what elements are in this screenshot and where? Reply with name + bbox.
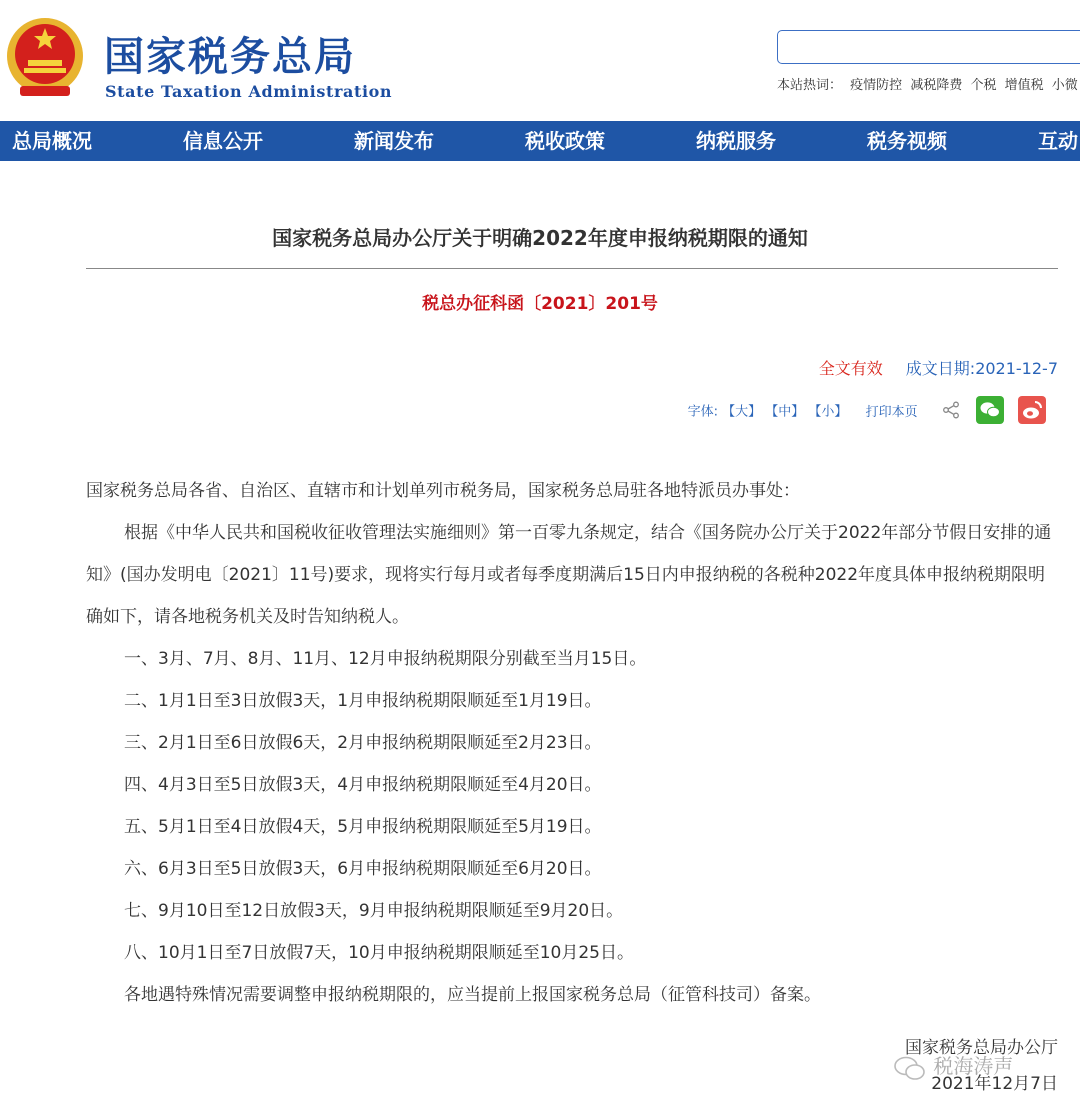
title-divider bbox=[86, 268, 1058, 269]
font-size-label: 字体: bbox=[687, 404, 718, 420]
list-item: 七、9月10日至12日放假3天，9月申报纳税期限顺延至9月20日。 bbox=[124, 901, 624, 921]
article-tools bbox=[688, 396, 1046, 424]
article-body bbox=[86, 470, 1058, 1016]
watermark-text: 税海涛声 bbox=[933, 1054, 1014, 1078]
article-meta bbox=[819, 356, 1058, 379]
nav-item-tax-service[interactable]: 纳税服务 bbox=[696, 129, 776, 153]
issue-date: 成文日期:2021-12-7 bbox=[905, 359, 1058, 378]
hot-words bbox=[777, 74, 1080, 93]
closing-paragraph: 各地遇特殊情况需要调整申报纳税期限的，应当提前上报国家税务总局（征管科技司）备案。 bbox=[124, 985, 821, 1005]
site-logo-title[interactable]: 国家税务总局 bbox=[104, 34, 356, 80]
print-button[interactable]: 打印本页 bbox=[865, 404, 918, 420]
list-item: 六、6月3日至5日放假3天，6月申报纳税期限顺延至6月20日。 bbox=[124, 859, 602, 879]
hot-words-label: 本站热词： bbox=[777, 78, 843, 93]
validity-status: 全文有效 bbox=[818, 359, 883, 378]
intro-paragraph: 根据《中华人民共和国税收征收管理法实施细则》第一百零九条规定，结合《国务院办公厅关于2022年部分节假日安排的通知》(国办发明电〔2021〕11号)要求，现将实行每月或者每季度期满后15日内申报纳税的各税种2022年度具体申报纳税期限明确如下，请各地税务机关及时告知纳税人。 bbox=[86, 523, 1052, 627]
weibo-share-icon[interactable] bbox=[1018, 396, 1046, 424]
hot-word-link[interactable]: 个税 bbox=[970, 78, 997, 93]
document-number: 税总办征科函〔2021〕201号 bbox=[422, 294, 658, 314]
wechat-watermark-icon bbox=[893, 1055, 927, 1081]
hot-word-link[interactable]: 减税降费 bbox=[910, 78, 963, 93]
search-input[interactable] bbox=[777, 30, 1080, 64]
nav-item-tax-video[interactable]: 税务视频 bbox=[867, 129, 947, 153]
article-title: 国家税务总局办公厅关于明确2022年度申报纳税期限的通知 bbox=[272, 226, 808, 250]
list-item: 二、1月1日至3日放假3天，1月申报纳税期限顺延至1月19日。 bbox=[124, 691, 602, 711]
site-header bbox=[0, 0, 1080, 120]
nav-item-info-disclosure[interactable]: 信息公开 bbox=[183, 129, 263, 153]
share-icon[interactable] bbox=[942, 401, 960, 419]
signature-org: 国家税务总局办公厅 bbox=[905, 1038, 1058, 1058]
national-emblem-icon[interactable] bbox=[4, 14, 86, 100]
watermark bbox=[893, 1050, 1013, 1081]
nav-item-interaction[interactable]: 互动 bbox=[1038, 129, 1078, 153]
list-item: 四、4月3日至5日放假3天，4月申报纳税期限顺延至4月20日。 bbox=[124, 775, 602, 795]
site-logo-subtitle[interactable]: State Taxation Administration bbox=[105, 82, 393, 101]
main-nav bbox=[0, 121, 1080, 161]
salutation: 国家税务总局各省、自治区、直辖市和计划单列市税务局，国家税务总局驻各地特派员办事处： bbox=[86, 481, 800, 501]
font-small-button[interactable]: 【小】 bbox=[808, 404, 848, 420]
list-item: 一、3月、7月、8月、11月、12月申报纳税期限分别截至当月15日。 bbox=[124, 649, 647, 669]
nav-item-news[interactable]: 新闻发布 bbox=[354, 129, 434, 153]
hot-word-link[interactable]: 小微 bbox=[1051, 78, 1078, 93]
nav-item-overview[interactable]: 总局概况 bbox=[12, 129, 92, 153]
list-item: 八、10月1日至7日放假7天，10月申报纳税期限顺延至10月25日。 bbox=[124, 943, 634, 963]
hot-word-link[interactable]: 疫情防控 bbox=[850, 78, 903, 93]
wechat-share-icon[interactable] bbox=[976, 396, 1004, 424]
signature-date: 2021年12月7日 bbox=[931, 1074, 1058, 1094]
hot-word-link[interactable]: 增值税 bbox=[1004, 78, 1044, 93]
list-item: 三、2月1日至6日放假6天，2月申报纳税期限顺延至2月23日。 bbox=[124, 733, 602, 753]
font-medium-button[interactable]: 【中】 bbox=[765, 404, 805, 420]
font-large-button[interactable]: 【大】 bbox=[722, 404, 762, 420]
list-item: 五、5月1日至4日放假4天，5月申报纳税期限顺延至5月19日。 bbox=[124, 817, 602, 837]
nav-item-tax-policy[interactable]: 税收政策 bbox=[525, 129, 605, 153]
